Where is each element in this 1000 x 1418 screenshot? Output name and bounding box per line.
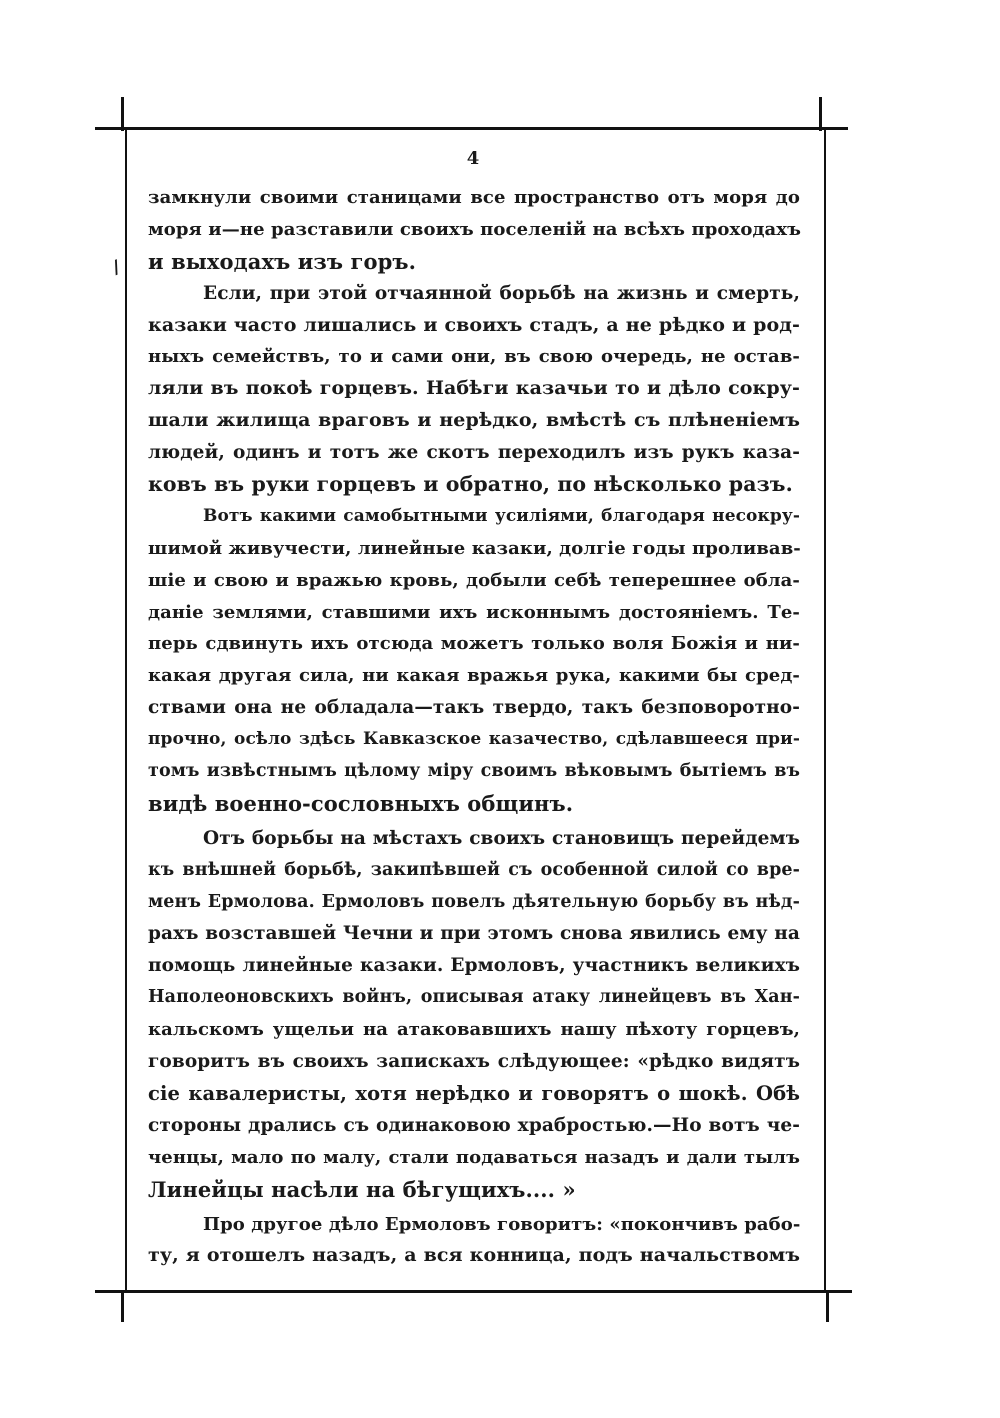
text-line: шали жилища враговъ и нерѣдко, вмѣстѣ съ плѣненіемъ <box>148 409 800 432</box>
right-rule-bottom-tick <box>826 1292 829 1322</box>
text-line: стороны дрались съ одинаковою храбростью.—Но вотъ че- <box>148 1114 800 1136</box>
paragraph-start-line: Про другое дѣло Ермоловъ говоритъ: «покончивъ рабо- <box>203 1213 801 1235</box>
text-line: прочно, осѣло здѣсь Кавказское казачество, сдѣлавшееся при- <box>148 729 800 750</box>
text-line: перь сдвинуть ихъ отсюда можетъ только воля Божія и ни- <box>148 633 800 655</box>
text-line: шіе и свою и вражью кровь, добыли себѣ теперешнее обла- <box>148 569 800 591</box>
left-rule-top-tick <box>121 97 124 131</box>
text-line: замкнули своими станицами все пространство отъ моря до <box>148 187 800 208</box>
text-line: къ внѣшней борьбѣ, закипѣвшей съ особенной силой со вре- <box>148 859 800 880</box>
text-line: Наполеоновскихъ войнъ, описывая атаку линейцевъ въ Хан- <box>148 987 800 1008</box>
body-text <box>148 182 800 1272</box>
text-line: какая другая сила, ни какая вражья рука, какими бы сред- <box>148 665 800 687</box>
text-line: видѣ военно-сословныхъ общинъ. <box>148 790 574 816</box>
text-line: кальскомъ ущельи на атаковавшихъ нашу пѣхоту горцевъ, <box>148 1019 800 1041</box>
text-line: и выходахъ изъ горъ. <box>148 248 416 274</box>
text-line: ту, я отошелъ назадъ, а вся конница, подъ начальствомъ <box>148 1244 800 1267</box>
page-number: 4 <box>466 148 480 169</box>
text-line: ствами она не обладала—такъ твердо, такъ безповоротно- <box>148 697 800 719</box>
text-line: даніе землями, ставшими ихъ исконнымъ достояніемъ. Те- <box>148 601 800 623</box>
margin-mark: / <box>109 256 123 279</box>
top-rule <box>95 127 848 130</box>
text-line: ченцы, мало по малу, стали подаваться назадъ и дали тылъ <box>148 1146 800 1168</box>
text-line: Линейцы насѣли на бѣгущихъ.... » <box>148 1176 576 1202</box>
text-line: ляли въ покоѣ горцевъ. Набѣги казачьи то и дѣло сокру- <box>148 377 800 400</box>
paragraph-start-line: Вотъ какими самобытными усиліями, благодаря несокру- <box>203 505 800 526</box>
right-rule-top-tick <box>819 97 822 131</box>
bottom-rule <box>95 1290 852 1293</box>
text-line: помощь линейные казаки. Ермоловъ, участникъ великихъ <box>148 955 800 977</box>
text-line: рахъ возставшей Чечни и при этомъ снова явились ему на <box>148 923 800 945</box>
text-line: людей, одинъ и тотъ же скотъ переходилъ изъ рукъ каза- <box>148 442 800 464</box>
text-line: моря и—не разставили своихъ поселеній на всѣхъ проходахъ <box>148 218 802 240</box>
text-line: казаки часто лишались и своихъ стадъ, а не рѣдко и род- <box>148 313 800 336</box>
text-line: томъ извѣстнымъ цѣлому міру своимъ вѣковымъ бытіемъ въ <box>148 761 800 782</box>
text-line: сіе кавалеристы, хотя нерѣдко и говорятъ о шокѣ. Обѣ <box>148 1081 800 1105</box>
text-line: ныхъ семействъ, то и сами они, въ свою очередь, не остав- <box>148 346 800 368</box>
left-rule <box>125 129 127 1292</box>
text-line: говоритъ въ своихъ запискахъ слѣдующее: «рѣдко видятъ <box>148 1051 800 1073</box>
text-line: ковъ въ руки горцевъ и обратно, по нѣсколько разъ. <box>148 472 793 497</box>
right-rule <box>824 129 826 1292</box>
paragraph-start-line: Отъ борьбы на мѣстахъ своихъ становищъ перейдемъ <box>203 827 800 849</box>
paragraph-start-line: Если, при этой отчаянной борьбѣ на жизнь и смерть, <box>203 282 800 304</box>
left-rule-bottom-tick <box>121 1292 124 1322</box>
text-line: шимой живучести, линейные казаки, долгіе годы проливав- <box>148 537 801 559</box>
text-line: менъ Ермолова. Ермоловъ повелъ дѣятельную борьбу въ нѣд- <box>148 891 800 912</box>
